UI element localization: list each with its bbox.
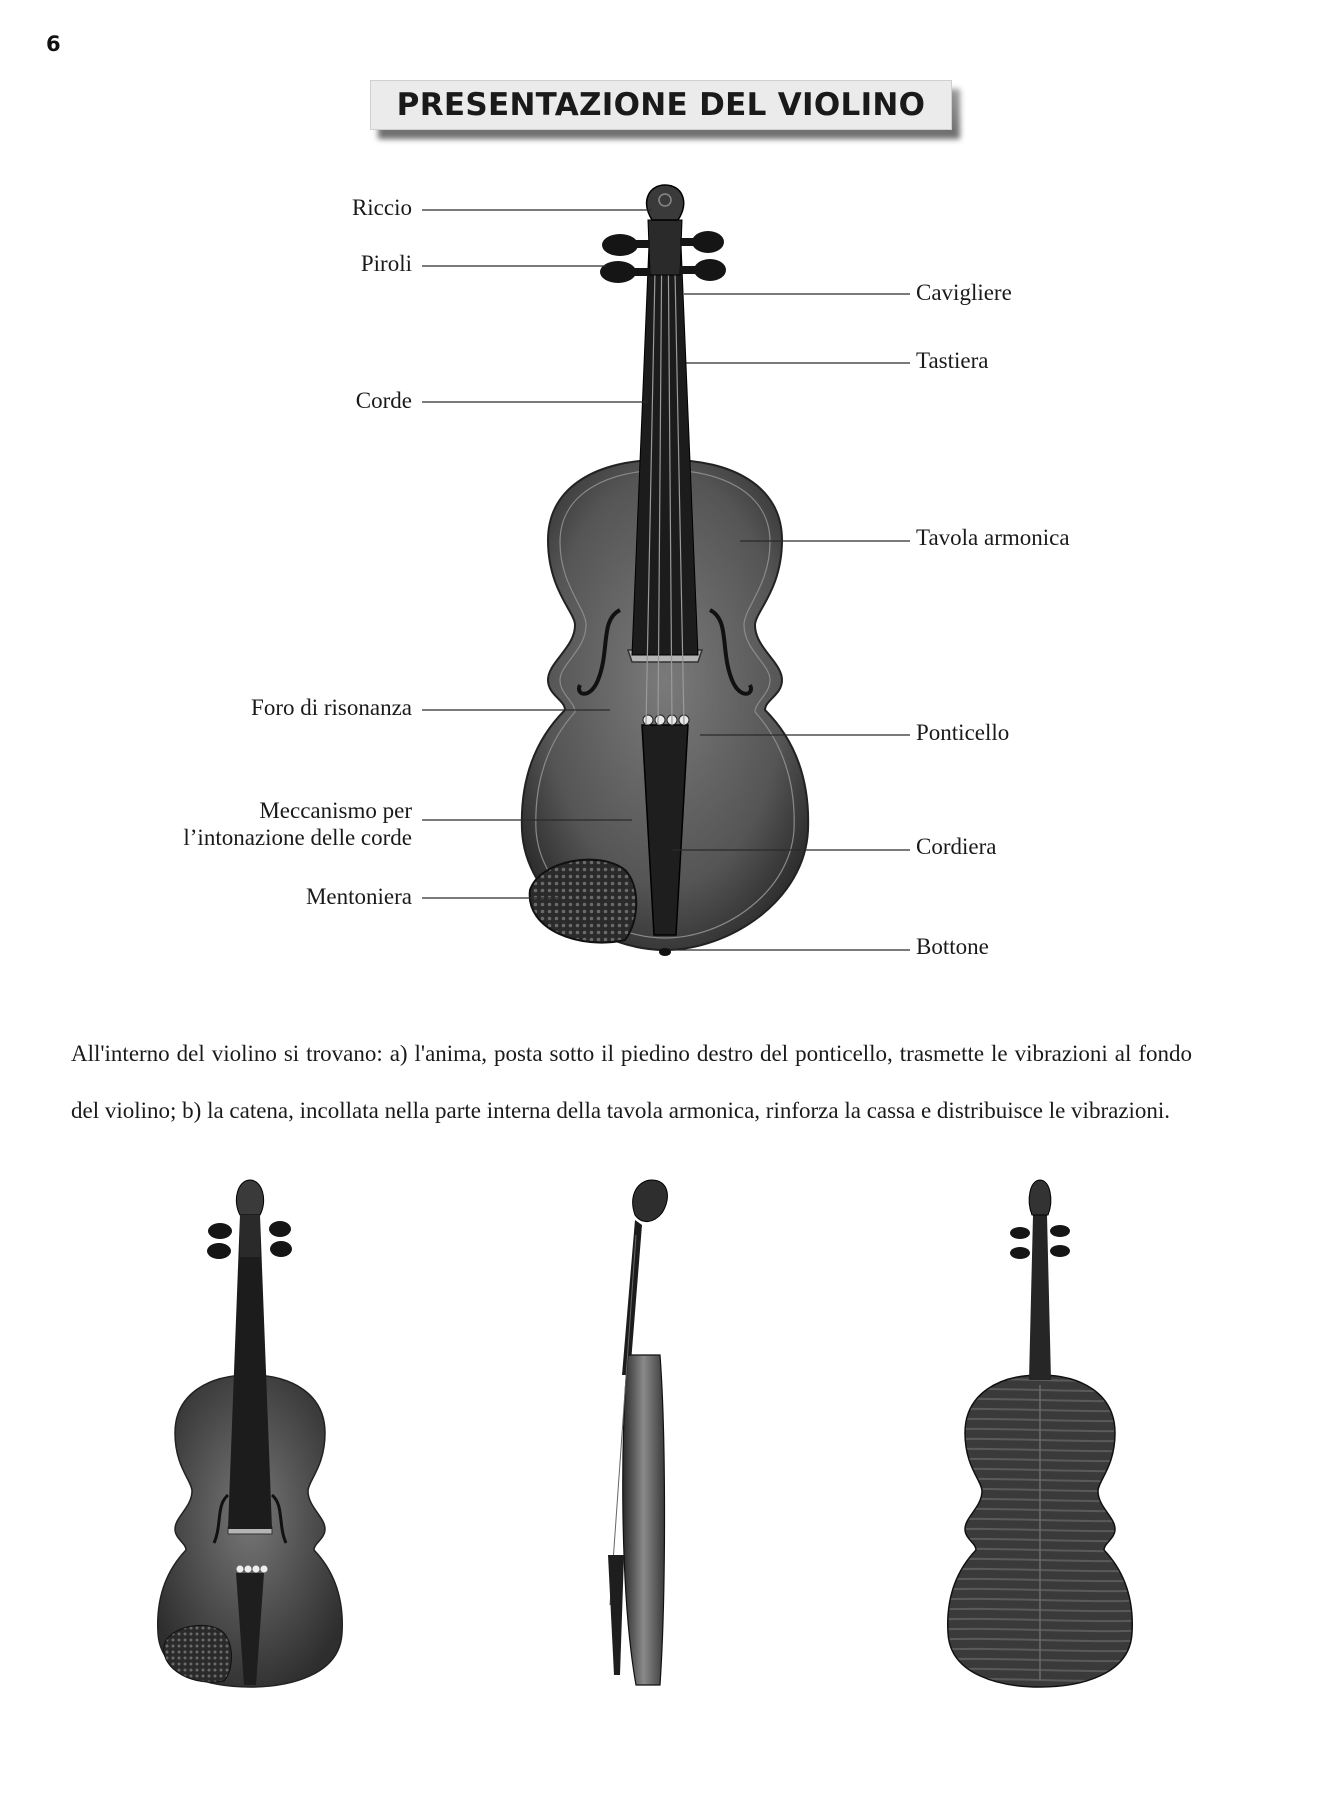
violin-back-view bbox=[930, 1175, 1150, 1695]
violin-diagram bbox=[0, 180, 1329, 980]
violin-views bbox=[0, 1175, 1329, 1715]
label-bottone: Bottone bbox=[916, 934, 989, 959]
violin-front-illustration bbox=[0, 180, 1329, 980]
violin-front-view bbox=[140, 1175, 360, 1695]
scroll bbox=[647, 185, 684, 220]
label-piroli: Piroli bbox=[360, 251, 412, 276]
body-paragraph: All'interno del violino si trovano: a) l'anima, posta sotto il piedino destro del ponticello, trasmette le vibrazioni al fondo del violino; b) la catena, incollata nella parte interna della tavola armonica, rinforza la cassa e distribuisce le vibrazioni. bbox=[71, 1041, 1192, 1123]
chinrest bbox=[530, 860, 637, 943]
label-tastiera: Tastiera bbox=[916, 348, 989, 373]
label-ponticello: Ponticello bbox=[916, 720, 1010, 745]
violin-side-view bbox=[580, 1175, 700, 1695]
label-meccanismo-line2: l’intonazione delle corde bbox=[183, 825, 412, 850]
label-riccio: Riccio bbox=[351, 195, 412, 220]
page-title: PRESENTAZIONE DEL VIOLINO bbox=[370, 80, 952, 130]
label-mentoniera: Mentoniera bbox=[305, 884, 412, 909]
page-number: 6 bbox=[46, 32, 61, 56]
label-meccanismo-line1: Meccanismo per bbox=[259, 798, 412, 823]
title-banner bbox=[370, 80, 952, 130]
label-corde: Corde bbox=[355, 388, 412, 413]
label-tavola-armonica: Tavola armonica bbox=[916, 525, 1070, 550]
label-foro-di-risonanza: Foro di risonanza bbox=[251, 695, 412, 720]
pegbox bbox=[648, 220, 682, 275]
label-cordiera: Cordiera bbox=[916, 834, 997, 859]
label-cavigliere: Cavigliere bbox=[916, 280, 1012, 305]
fingerboard bbox=[632, 220, 698, 655]
